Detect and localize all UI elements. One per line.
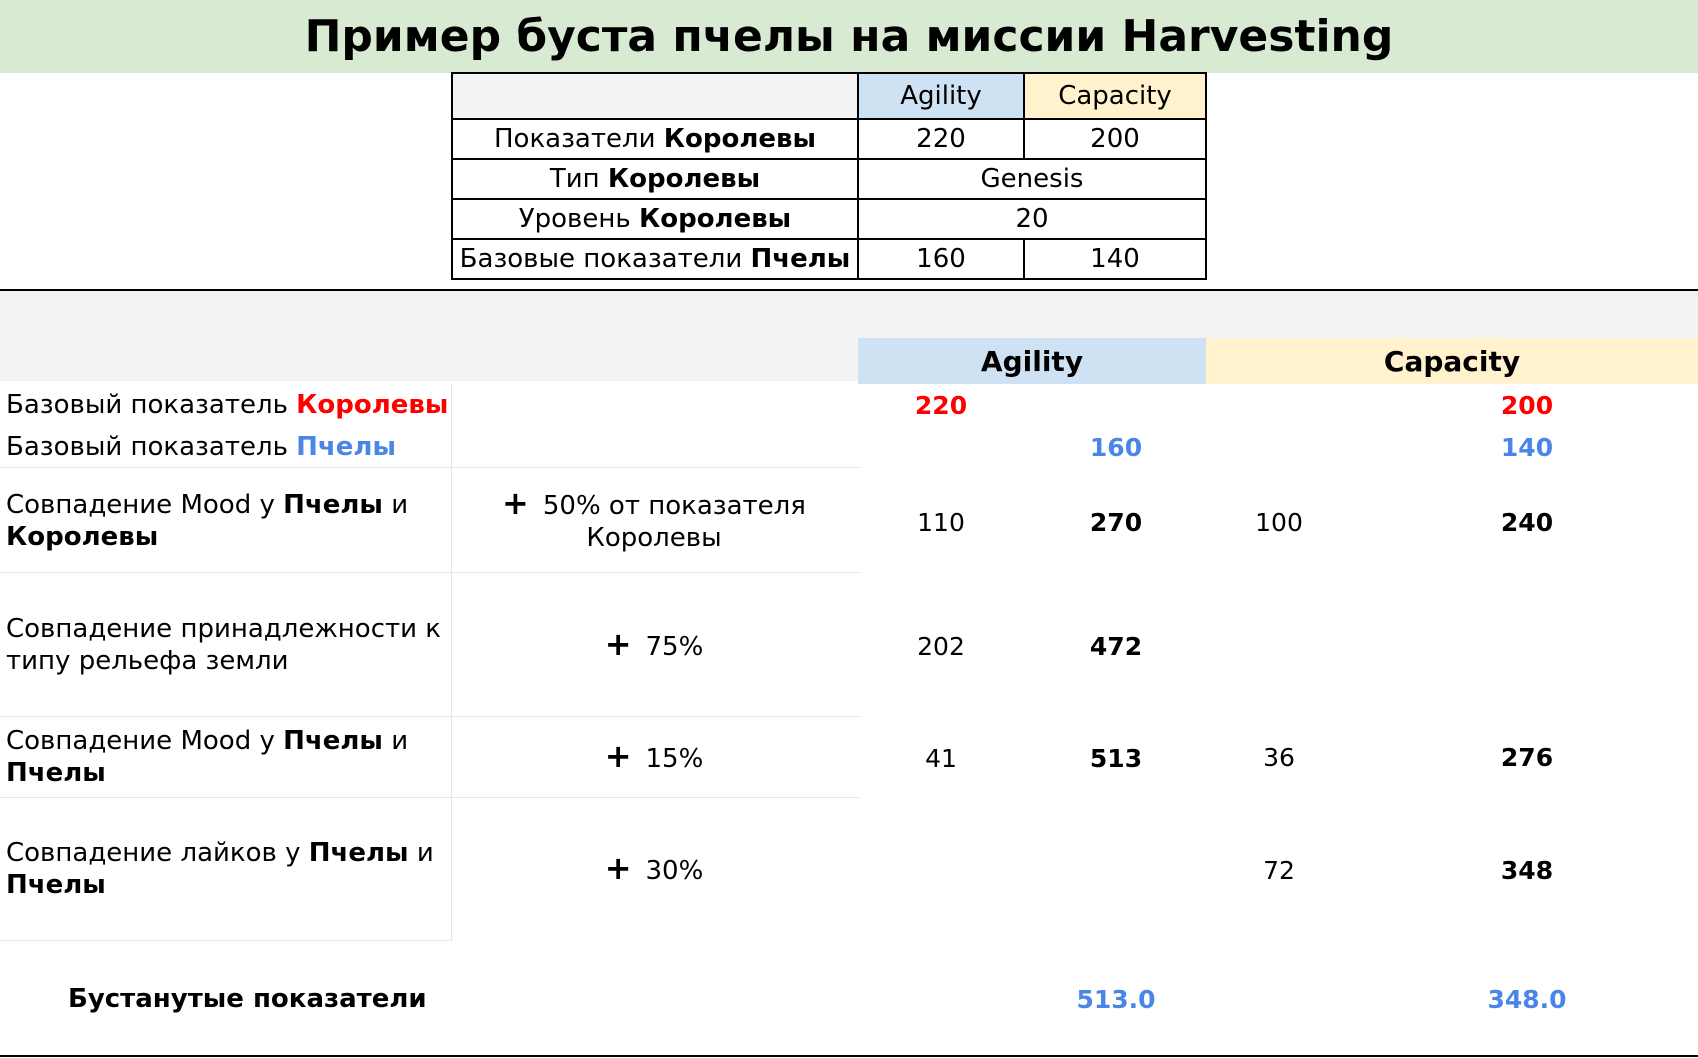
grid-line [0, 797, 860, 798]
plus-icon: + [604, 849, 632, 887]
mood-queen-operation: + 50% от показателя Королевы [502, 484, 806, 553]
summary-row-queen-stats-label: Показатели Королевы [452, 119, 858, 159]
calc-header-agility: Agility [858, 338, 1206, 384]
likes-operation: + 30% [604, 849, 704, 887]
base-bee-agility: 160 [1089, 433, 1143, 462]
mood-bee-agility-total: 513 [1089, 744, 1143, 773]
base-queen-capacity: 200 [1500, 391, 1554, 420]
mood-bee-label: Совпадение Mood у Пчелы и Пчелы [6, 726, 409, 788]
page-title: Пример буста пчелы на миссии Harvesting [304, 11, 1394, 62]
base-bee-label: Базовый показатель Пчелы [6, 432, 396, 462]
terrain-agility-add: 202 [917, 632, 965, 661]
boosted-agility: 513.0 [1076, 985, 1156, 1014]
mood-bee-agility-add: 41 [925, 744, 957, 773]
likes-label: Совпадение лайков у Пчелы и Пчелы [6, 838, 434, 900]
likes-capacity-add: 72 [1263, 856, 1295, 885]
grid-line [0, 716, 860, 717]
bottom-divider [0, 1055, 1698, 1057]
summary-table [451, 72, 1207, 280]
summary-queen-type: Genesis [858, 159, 1206, 199]
summary-queen-capacity: 200 [1024, 119, 1206, 159]
summary-row-queen-level-label: Уровень Королевы [452, 199, 858, 239]
mood-queen-label: Совпадение Mood у Пчелы и Королевы [6, 490, 409, 552]
boosted-label: Бустанутые показатели [68, 984, 427, 1014]
calc-header-capacity: Capacity [1206, 338, 1698, 384]
mood-bee-operation: + 15% [604, 737, 704, 775]
likes-capacity-total: 348 [1500, 856, 1554, 885]
summary-bee-capacity: 140 [1024, 239, 1206, 279]
summary-row-bee-base-label: Базовые показатели Пчелы [452, 239, 858, 279]
mood-queen-capacity-add: 100 [1255, 508, 1303, 537]
terrain-label: Совпадение принадлежности к типу рельефа земли [6, 614, 442, 676]
summary-bee-agility: 160 [858, 239, 1024, 279]
grid-line [0, 467, 860, 468]
base-queen-agility: 220 [914, 391, 968, 420]
grid-line [0, 572, 860, 573]
summary-corner-cell [452, 73, 858, 119]
mood-bee-capacity-add: 36 [1263, 743, 1295, 772]
mood-queen-capacity-total: 240 [1500, 508, 1554, 537]
base-queen-label: Базовый показатель Королевы [6, 390, 449, 420]
summary-row-queen-type-label: Тип Королевы [452, 159, 858, 199]
plus-icon: + [502, 484, 529, 522]
summary-col-capacity: Capacity [1024, 73, 1206, 119]
plus-icon: + [604, 737, 632, 775]
summary-col-agility: Agility [858, 73, 1024, 119]
terrain-agility-total: 472 [1089, 632, 1143, 661]
boosted-capacity: 348.0 [1487, 985, 1567, 1014]
base-bee-capacity: 140 [1500, 433, 1554, 462]
terrain-operation: + 75% [604, 625, 704, 663]
mood-queen-agility-total: 270 [1089, 508, 1143, 537]
grid-line [0, 940, 452, 941]
summary-queen-level: 20 [858, 199, 1206, 239]
mood-queen-agility-add: 110 [917, 508, 965, 537]
plus-icon: + [604, 625, 632, 663]
mood-bee-capacity-total: 276 [1500, 743, 1554, 772]
summary-queen-agility: 220 [858, 119, 1024, 159]
